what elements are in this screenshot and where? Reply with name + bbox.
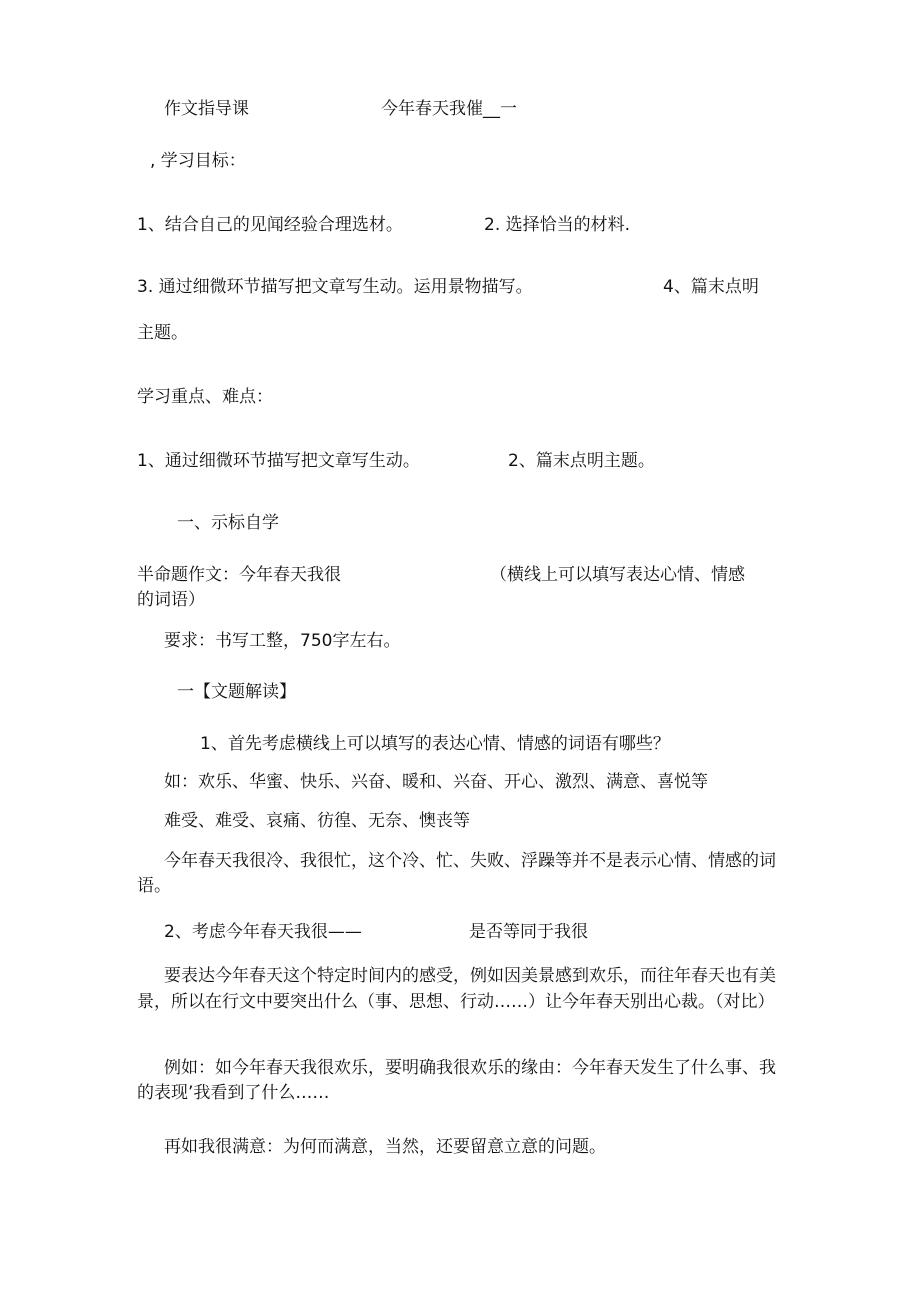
section-heading: 一、示标自学 <box>177 513 279 533</box>
non-emotion-note: 今年春天我很冷、我很忙，这个冷、忙、失败、浮躁等并不是表示心情、情感的词语。 <box>137 851 776 896</box>
key-points-heading: 学习重点、难点： <box>137 387 273 407</box>
objective-2: 2. 选择恰当的材料. <box>484 215 631 235</box>
emotion-examples-negative: 难受、难受、哀痛、彷徨、无奈、懊丧等 <box>164 811 470 831</box>
question-1: 1、首先考虑横线上可以填写的表达心情、情感的词语有哪些？ <box>200 734 670 754</box>
emotion-examples-positive: 如：欢乐、华蜜、快乐、兴奋、暖和、兴奋、开心、激烈、满意、喜悦等 <box>164 772 708 792</box>
objective-4: 4、篇末点明 <box>663 277 759 297</box>
objective-3: 3. 通过细微环节描写把文章写生动。运用景物描写。 <box>137 277 533 297</box>
paragraph-satisfaction: 再如我很满意：为何而满意，当然，还要留意立意的问题。 <box>164 1137 606 1157</box>
essay-prompt: 半命题作文：今年春天我很 <box>137 565 341 585</box>
objective-1: 1、结合自己的见闻经验合理选材。 <box>137 215 403 235</box>
key-point-2: 2、篇末点明主题。 <box>508 451 655 471</box>
objectives-heading: , 学习目标： <box>150 151 246 171</box>
paragraph-contrast: 要表达今年春天这个特定时间内的感受，例如因美景感到欢乐，而往年春天也有美景，所以在行文中要突出什么（事、思想、行动……）让今年春天别出心裁。（对比） <box>137 966 776 1012</box>
question-2: 2、考虑今年春天我很—— <box>164 922 362 942</box>
essay-topic: 今年春天我催__一 <box>381 99 517 119</box>
objective-4-continued: 主题。 <box>137 323 188 343</box>
paragraph-example: 例如：如今年春天我很欢乐，要明确我很欢乐的缘由：今年春天发生了什么事、我的表现’我看到了什么…… <box>137 1058 776 1103</box>
essay-prompt-note-continued: 的词语） <box>137 590 205 610</box>
question-2-continued: 是否等同于我很 <box>469 922 588 942</box>
requirement: 要求：书写工整，750字左右。 <box>164 631 401 651</box>
key-point-1: 1、通过细微环节描写把文章写生动。 <box>137 451 420 471</box>
course-type: 作文指导课 <box>164 99 249 119</box>
interpretation-heading: 一【文题解读】 <box>177 682 296 702</box>
essay-prompt-note: （横线上可以填写表达心情、情感 <box>490 565 745 585</box>
